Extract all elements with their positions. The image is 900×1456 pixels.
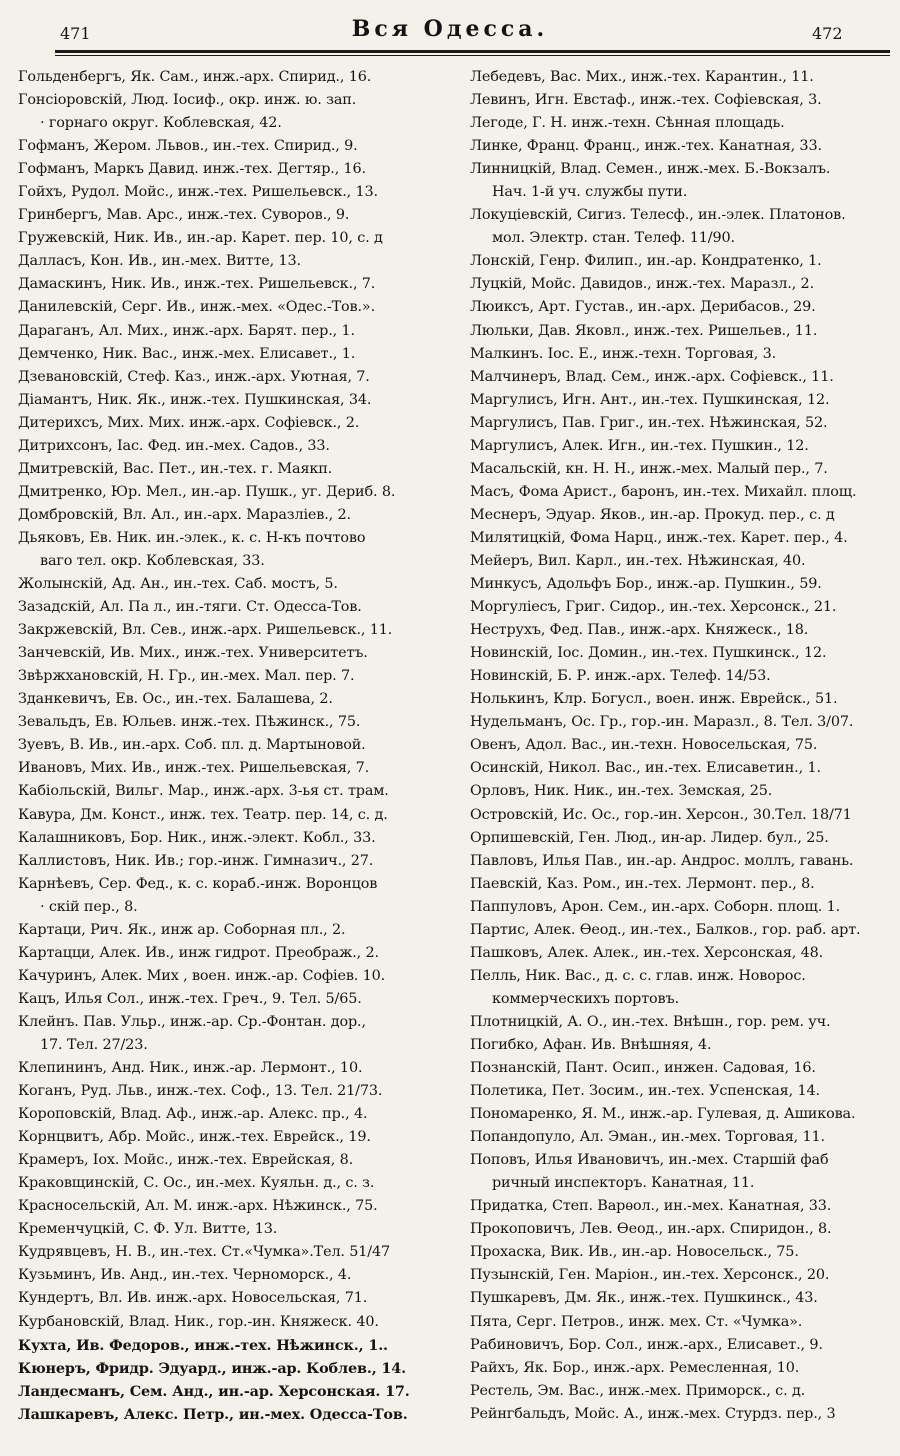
- directory-entry-line: Малкинъ. Iос. Е., инж.-техн. Торговая, 3.: [470, 345, 777, 362]
- directory-entry-line: Меснеръ, Эдуар. Яков., ин.-ар. Прокуд. пер., с. д: [470, 506, 835, 523]
- directory-entry-line: Нолькинъ, Клр. Богусл., воен. инж. Еврейск., 51.: [470, 691, 838, 708]
- directory-entry-line: Полетика, Пет. Зосим., ин.-тех. Успенская, 14.: [470, 1083, 820, 1100]
- directory-entry-line: Карнѣевъ, Сер. Фед., к. с. кораб.-инж. Воронцов: [18, 875, 378, 892]
- directory-entry-line: Маргулисъ, Пав. Григ., ин.-тех. Нѣжинская, 52.: [470, 414, 828, 431]
- directory-entry-line: Локуцiевскiй, Сигиз. Телесф., ин.-элек. Платонов.: [470, 207, 846, 224]
- directory-entry-line: Гофманъ, Жером. Львов., ин.-тех. Спирид., 9.: [18, 138, 358, 155]
- directory-entry-line: Дьяковъ, Ев. Ник. ин.-элек., к. с. Н-къ почтово: [18, 529, 366, 546]
- directory-entry-line: ваго тел. окр. Коблевская, 33.: [40, 552, 265, 569]
- directory-entry-line: Кременчуцкiй, С. Ф. Ул. Витте, 13.: [18, 1221, 278, 1238]
- directory-entry-line: Люльки, Дав. Яковл., инж.-тех. Ришельев., 11.: [470, 322, 818, 339]
- directory-entry-line: Пелль, Ник. Вас., д. с. с. глав. инж. Новорос.: [470, 967, 806, 984]
- directory-entry-line: Качуринъ, Алек. Мих , воен. инж.-ар. Софiев. 10.: [18, 967, 386, 984]
- directory-entry-line: · скiй пер., 8.: [40, 898, 138, 915]
- directory-entry-line: Крамеръ, Iох. Мойс., инж.-тех. Еврейская, 8.: [18, 1152, 354, 1169]
- directory-entry-line: Дитерихсъ, Мих. Мих. инж.-арх. Софiевск., 2.: [18, 414, 360, 431]
- directory-entry-line: Гружевскiй, Ник. Ив., ин.-ар. Карет. пер. 10, с. д: [18, 230, 383, 247]
- directory-entry-line: Райхъ, Як. Бор., инж.-арх. Ремесленная, 10.: [470, 1359, 800, 1376]
- directory-entry-line: Масальскiй, кн. Н. Н., инж.-мех. Малый пер., 7.: [470, 460, 828, 477]
- directory-entry-line: Ивановъ, Мих. Ив., инж.-тех. Ришельевская, 7.: [18, 760, 370, 777]
- page-number-right: 472: [812, 24, 843, 43]
- directory-entry-line: Поповъ, Илья Ивановичъ, ин.-мех. Старшiй фаб: [470, 1152, 829, 1169]
- directory-entry-line: Жолынскiй, Ад. Ан., ин.-тех. Саб. мостъ, 5.: [18, 576, 338, 593]
- directory-entry-line: Прокоповичъ, Лев. Өеод., ин.-арх. Спиридон., 8.: [470, 1221, 832, 1238]
- directory-entry-line: Пята, Серг. Петров., инж. мех. Ст. «Чумка».: [470, 1313, 803, 1330]
- directory-entry-line: Масъ, Фома Арист., баронъ, ин.-тех. Михайл. площ.: [470, 483, 857, 500]
- directory-entry-line: Кундертъ, Вл. Ив. инж.-арх. Новосельская, 71.: [18, 1290, 368, 1307]
- directory-entry-line: Дзевановскiй, Стеф. Каз., инж.-арх. Уютная, 7.: [18, 368, 370, 385]
- directory-entry-line: Зуевъ, В. Ив., ин.-арх. Соб. пл. д. Мартыновой.: [18, 737, 366, 754]
- directory-entry-line: Нач. 1-й уч. службы пути.: [492, 184, 688, 201]
- running-title: Вся Одесса.: [351, 16, 549, 42]
- directory-entry-line: 17. Тел. 27/23.: [40, 1036, 148, 1053]
- directory-entry-line: Лебедевъ, Вас. Мих., инж.-тех. Карантин., 11.: [470, 69, 814, 85]
- directory-entry-line: Занчевскiй, Ив. Мих., инж.-тех. Университетъ.: [18, 645, 368, 662]
- directory-entry-line: Линке, Франц. Франц., инж.-тех. Канатная, 33.: [470, 138, 822, 155]
- directory-entry-line: Луцкiй, Мойс. Давидов., инж.-тех. Маразл., 2.: [470, 276, 814, 293]
- directory-entry-line: Короповскiй, Влад. Аф., инж.-ар. Алекс. пр., 4.: [18, 1106, 368, 1123]
- directory-entry-line: Погибко, Афан. Ив. Внѣшняя, 4.: [470, 1036, 712, 1053]
- directory-entry-line: Красносельскiй, Ал. М. инж.-арх. Нѣжинск., 75.: [18, 1198, 378, 1215]
- directory-entry-line: Пушкаревъ, Дм. Як., инж.-тех. Пушкинск., 43.: [470, 1290, 818, 1307]
- directory-entry-line: Гринбергъ, Мав. Арс., инж.-тех. Суворов., 9.: [18, 207, 350, 224]
- directory-entry-line: Лашкаревъ, Алекс. Петр., ин.-мех. Одесса-Тов.: [18, 1405, 408, 1423]
- header-rule-thick: [55, 50, 890, 53]
- directory-entry-line: Минкусъ, Адольфъ Бор., инж.-ар. Пушкин., 59.: [470, 576, 822, 593]
- directory-entry-line: · горнаго округ. Коблевская, 42.: [40, 115, 282, 132]
- directory-entry-line: Рестель, Эм. Вас., инж.-мех. Приморск., с. д.: [470, 1382, 806, 1399]
- directory-entry-line: Новинскiй, Б. Р. инж.-арх. Телеф. 14/53.: [470, 668, 771, 685]
- directory-entry-line: Картацци, Алек. Ив., инж гидрот. Преображ., 2.: [18, 944, 379, 961]
- directory-entry-line: Кузьминъ, Ив. Анд., ин.-тех. Черноморск., 4.: [18, 1267, 352, 1284]
- directory-entry-line: Рейнгбальдъ, Мойс. А., инж.-мех. Стурдз. пер., 3: [470, 1405, 836, 1422]
- directory-entry-line: Гольденбергъ, Як. Сам., инж.-арх. Спирид., 16.: [18, 69, 372, 85]
- directory-entry-line: Островскiй, Ис. Ос., гор.-ин. Херсон., 30.Тел. 18/71: [470, 806, 852, 823]
- directory-entry-line: Кюнеръ, Фридр. Эдуард., инж.-ар. Коблев., 14.: [18, 1359, 407, 1377]
- directory-entry-line: Кабiольскiй, Вильг. Мар., инж.-арх. 3-ья ст. трам.: [18, 783, 389, 800]
- directory-entry-line: Маргулисъ, Игн. Ант., ин.-тех. Пушкинская, 12.: [470, 391, 830, 408]
- directory-entry-line: Дмитренко, Юр. Мел., ин.-ар. Пушк., уг. Дериб. 8.: [18, 483, 396, 500]
- directory-entry-line: Люиксъ, Арт. Густав., ин.-арх. Дерибасов., 29.: [470, 299, 816, 316]
- left-column: [18, 66, 456, 1426]
- directory-entry-line: Картаци, Рич. Як., инж ар. Соборная пл., 2.: [18, 921, 346, 938]
- directory-entry-line: Партис, Алек. Өеод., ин.-тех., Балков., гор. раб. арт.: [470, 921, 861, 938]
- directory-entry-line: Малчинеръ, Влад. Сем., инж.-арх. Софiевск., 11.: [470, 368, 834, 385]
- directory-entry-line: Демченко, Ник. Вас., инж.-мех. Елисавет., 1.: [18, 345, 356, 362]
- page-header: [0, 0, 900, 62]
- directory-entry-line: Нудельманъ, Ос. Гр., гор.-ин. Маразл., 8. Тел. 3/07.: [470, 714, 854, 731]
- directory-entry-line: Паевскiй, Каз. Ром., ин.-тех. Лермонт. пер., 8.: [470, 875, 815, 892]
- directory-entry-line: Данилевскiй, Серг. Ив., инж.-мех. «Одес.-Тов.».: [18, 299, 375, 316]
- directory-entry-line: Зевальдъ, Ев. Юльев. инж.-тех. Пѣжинск., 75.: [18, 714, 361, 731]
- right-column: [470, 66, 890, 1426]
- directory-entry-line: Дитрихсонъ, Iас. Фед. ин.-мех. Садов., 33.: [18, 437, 330, 454]
- directory-entry-line: Милятицкiй, Фома Нарц., инж.-тех. Карет. пер., 4.: [470, 529, 848, 546]
- directory-entry-line: Моргулiесъ, Григ. Сидор., ин.-тех. Херсонск., 21.: [470, 599, 837, 616]
- directory-entry-line: Гонсiоровскiй, Люд. Iосиф., окр. инж. ю. зап.: [18, 92, 357, 109]
- directory-entry-line: Легоде, Г. Н. инж.-техн. Сѣнная площадь.: [470, 115, 785, 132]
- directory-entry-line: Кухта, Ив. Федоров., инж.-тех. Нѣжинск., 1..: [18, 1336, 388, 1354]
- directory-entry-line: Домбровскiй, Вл. Ал., ин.-арх. Маразлiев., 2.: [18, 506, 351, 523]
- directory-entry-line: Паппуловъ, Арон. Сем., ин.-арх. Соборн. площ. 1.: [470, 898, 841, 915]
- directory-entry-line: Кацъ, Илья Сол., инж.-тех. Греч., 9. Тел. 5/65.: [18, 990, 362, 1007]
- directory-entry-line: Павловъ, Илья Пав., ин.-ар. Андрос. моллъ, гавань.: [470, 852, 854, 869]
- directory-entry-line: Краковщинскiй, С. Ос., ин.-мех. Куяльн. д., с. з.: [18, 1175, 375, 1192]
- directory-entry-line: Пузынскiй, Ген. Марiон., ин.-тех. Херсонск., 20.: [470, 1267, 830, 1284]
- directory-entry-line: Клепининъ, Анд. Ник., инж.-ар. Лермонт., 10.: [18, 1060, 363, 1077]
- directory-entry-line: Неструхъ, Фед. Пав., инж.-арх. Княжеск., 18.: [470, 622, 809, 639]
- header-rule-thin: [55, 55, 890, 56]
- directory-entry-line: Гофманъ, Маркъ Давид. инж.-тех. Дегтяр., 16.: [18, 161, 366, 178]
- directory-entry-line: Попандопуло, Ал. Эман., ин.-мех. Торговая, 11.: [470, 1129, 825, 1146]
- directory-entry-line: Зазадскiй, Ал. Па л., ин.-тяги. Ст. Одесса-Тов.: [18, 599, 362, 616]
- directory-entry-line: Гойхъ, Рудол. Мойс., инж.-тех. Ришельевск., 13.: [18, 184, 378, 201]
- directory-entry-line: Пашковъ, Алек. Алек., ин.-тех. Херсонская, 48.: [470, 944, 824, 961]
- directory-entry-line: ричный инспекторъ. Канатная, 11.: [492, 1175, 755, 1192]
- directory-entry-line: Мейеръ, Вил. Карл., ин.-тех. Нѣжинская, 40.: [470, 552, 806, 569]
- directory-entry-line: Калашниковъ, Бор. Ник., инж.-элект. Кобл., 33.: [18, 829, 376, 846]
- directory-entry-line: Каллистовъ, Ник. Ив.; гор.-инж. Гимназич., 27.: [18, 852, 374, 869]
- directory-entry-line: Ландесманъ, Сем. Анд., ин.-ар. Херсонская. 17.: [18, 1382, 410, 1400]
- directory-entry-line: Дамаскинъ, Ник. Ив., инж.-тех. Ришельевск., 7.: [18, 276, 376, 293]
- directory-entry-line: Коганъ, Руд. Льв., инж.-тех. Соф., 13. Тел. 21/73.: [18, 1083, 383, 1100]
- directory-entry-line: мол. Электр. стан. Телеф. 11/90.: [492, 230, 735, 247]
- directory-entry-line: Курбановскiй, Влад. Ник., гор.-ин. Княжеск. 40.: [18, 1313, 379, 1330]
- directory-entry-line: Закржевскiй, Вл. Сев., инж.-арх. Ришельевск., 11.: [18, 622, 393, 639]
- directory-entry-line: Орпишевскiй, Ген. Люд., ин-ар. Лидер. бул., 25.: [470, 829, 829, 846]
- directory-entry-line: Орловъ, Ник. Ник., ин.-тех. Земская, 25.: [470, 783, 773, 800]
- directory-entry-line: Дараганъ, Ал. Мих., инж.-арх. Барят. пер., 1.: [18, 322, 355, 339]
- directory-entry-line: Новинскiй, Iос. Домин., ин.-тех. Пушкинск., 12.: [470, 645, 827, 662]
- directory-entry-line: Дмитревскiй, Вас. Пет., ин.-тех. г. Маякп.: [18, 460, 333, 477]
- directory-entry-line: Далласъ, Кон. Ив., ин.-мех. Витте, 13.: [18, 253, 301, 270]
- directory-entry-line: Овенъ, Адол. Вас., ин.-техн. Новосельская, 75.: [470, 737, 818, 754]
- directory-entry-line: Маргулисъ, Алек. Игн., ин.-тех. Пушкин., 12.: [470, 437, 809, 454]
- directory-entry-line: Корнцвитъ, Абр. Мойс., инж.-тех. Еврейск., 19.: [18, 1129, 371, 1146]
- directory-entry-line: Дiамантъ, Ник. Як., инж.-тех. Пушкинская, 34.: [18, 391, 372, 408]
- directory-entry-line: Зданкевичъ, Ев. Ос., ин.-тех. Балашева, 2.: [18, 691, 333, 708]
- directory-entry-line: Придатка, Степ. Варѳол., ин.-мех. Канатная, 33.: [470, 1198, 832, 1215]
- directory-entry-line: Левинъ, Игн. Евстаф., инж.-тех. Софiевская, 3.: [470, 92, 822, 109]
- directory-entry-line: Рабиновичъ, Бор. Сол., инж.-арх., Елисавет., 9.: [470, 1336, 823, 1353]
- directory-entry-line: Пономаренко, Я. М., инж.-ар. Гулевая, д. Ашикова.: [470, 1106, 856, 1123]
- directory-entry-line: Плотницкiй, А. О., ин.-тех. Внѣшн., гор. рем. уч.: [470, 1013, 831, 1030]
- directory-entry-line: Линницкiй, Влад. Семен., инж.-мех. Б.-Вокзалъ.: [470, 161, 831, 178]
- directory-entry-line: Кавура, Дм. Конст., инж. тех. Театр. пер. 14, с. д.: [18, 806, 388, 823]
- page-number-left: 471: [60, 24, 91, 43]
- directory-entry-line: Осинскiй, Никол. Вас., ин.-тех. Елисаветин., 1.: [470, 760, 821, 777]
- directory-entry-line: Лонскiй, Генр. Филип., ин.-ар. Кондратенко, 1.: [470, 253, 822, 270]
- directory-entry-line: Познанскiй, Пант. Осип., инжен. Садовая, 16.: [470, 1060, 816, 1077]
- directory-entry-line: Кудрявцевъ, Н. В., ин.-тех. Ст.«Чумка».Тел. 51/47: [18, 1244, 391, 1261]
- directory-entry-line: Прохаска, Вик. Ив., ин.-ар. Новосельск., 75.: [470, 1244, 799, 1261]
- directory-entry-line: Клейнъ. Пав. Ульр., инж.-ар. Ср.-Фонтан. дор.,: [18, 1013, 366, 1030]
- directory-entry-line: Звѣржхановскiй, Н. Гр., ин.-мех. Мал. пер. 7.: [18, 668, 355, 685]
- directory-entry-line: коммерческихъ портовъ.: [492, 990, 679, 1007]
